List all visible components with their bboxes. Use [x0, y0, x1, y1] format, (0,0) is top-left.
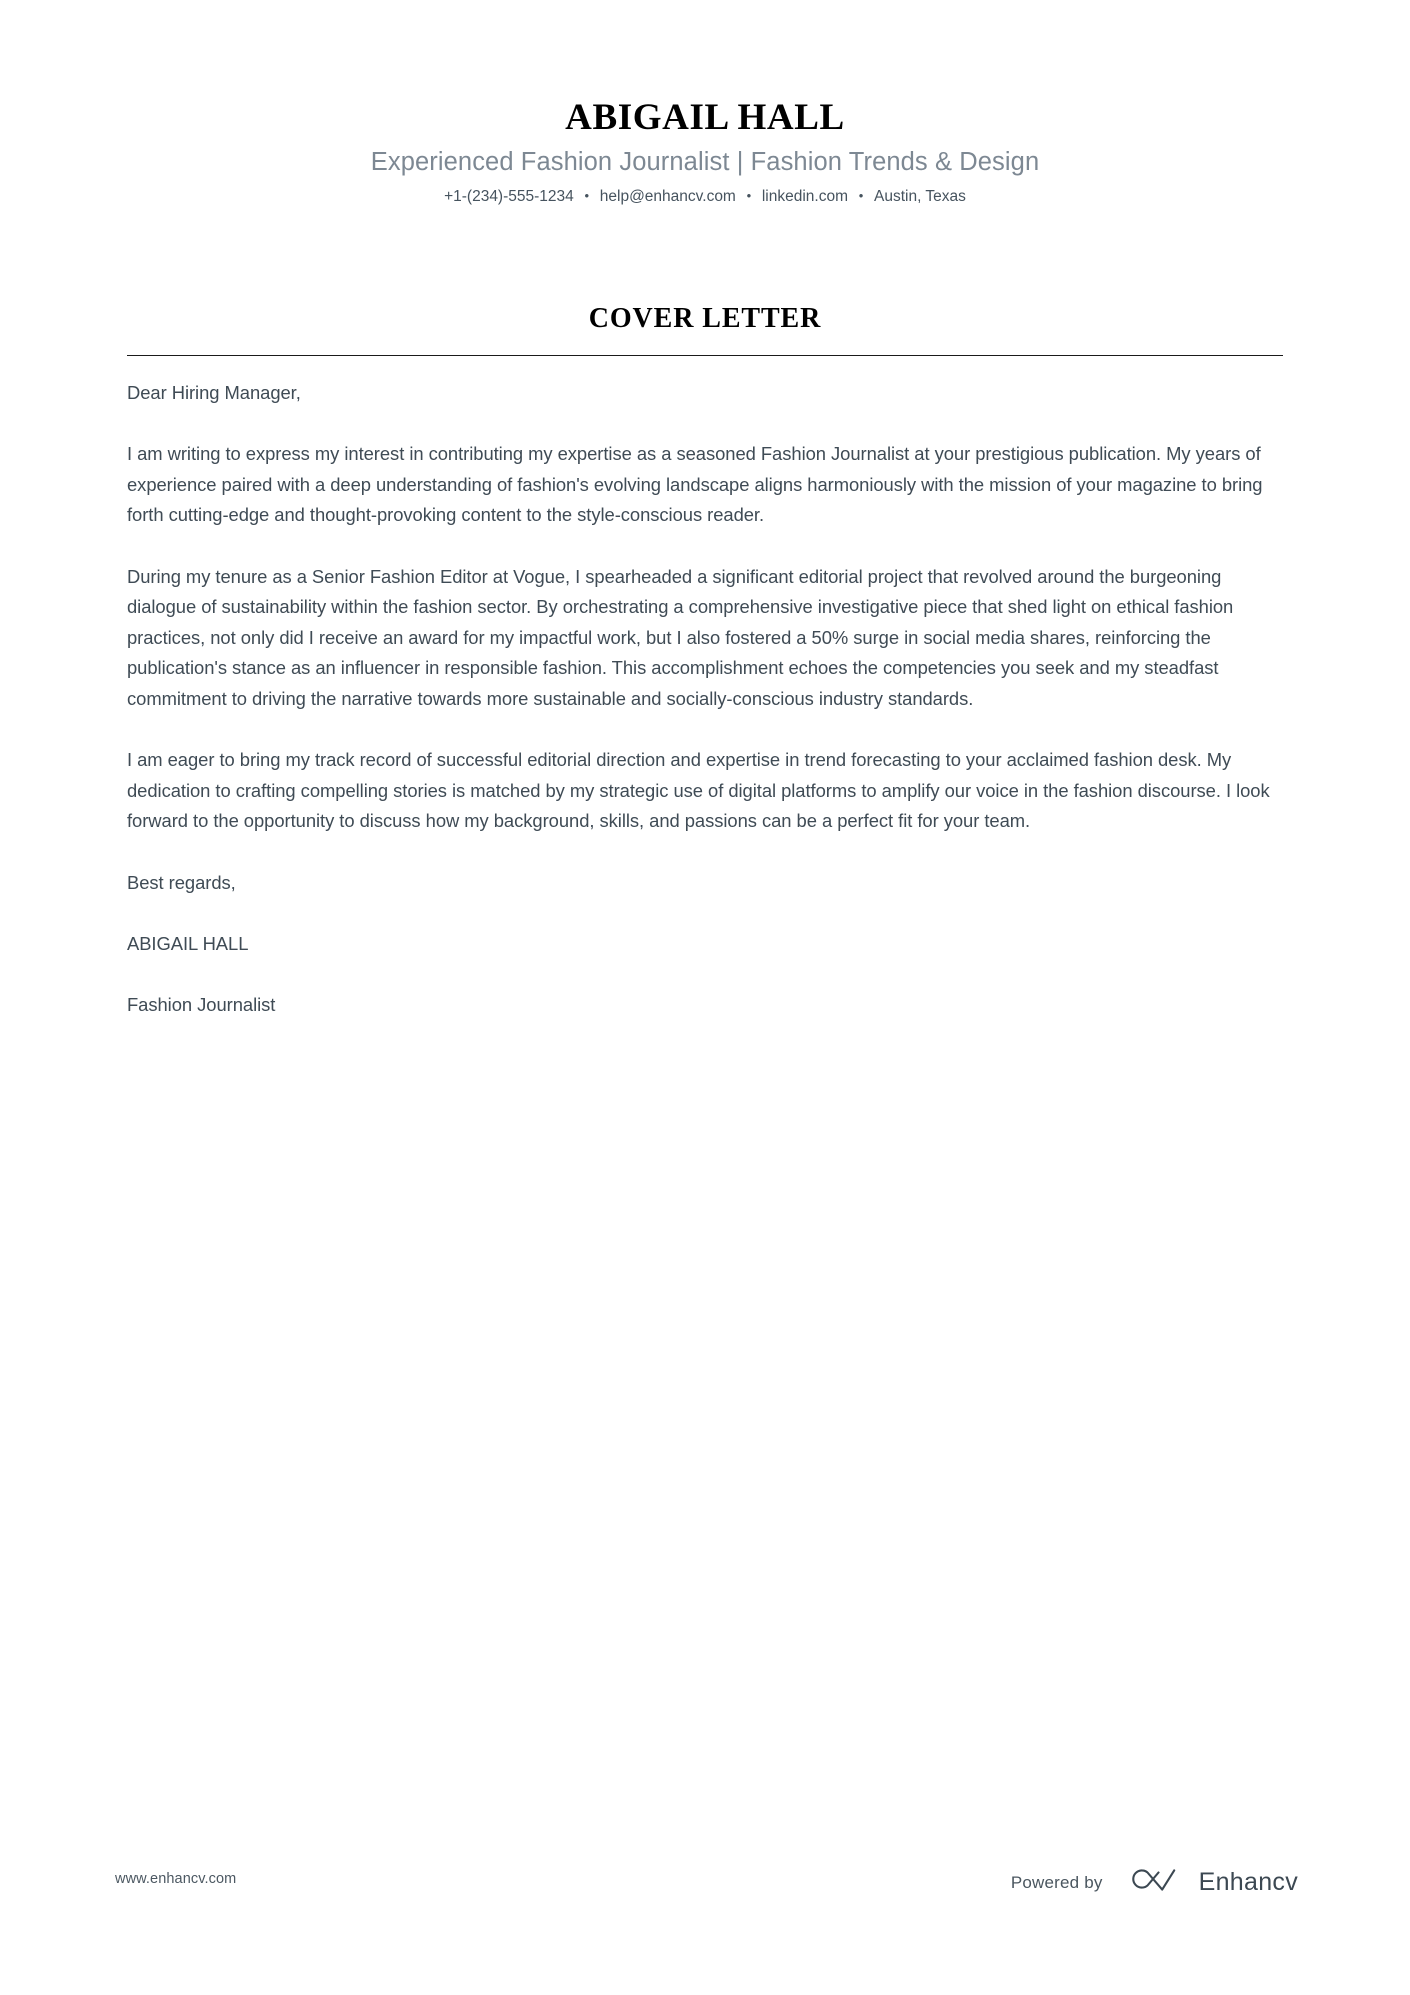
document-header [127, 96, 1283, 208]
contact-line [127, 186, 1283, 208]
section-divider [127, 355, 1283, 356]
footer-website-url[interactable]: www.enhancv.com [115, 1871, 237, 1887]
contact-linkedin[interactable]: linkedin.com [761, 188, 849, 206]
section-title-cover-letter: COVER LETTER [588, 303, 822, 334]
letter-paragraph-3: I am eager to bring my track record of successful editorial direction and expertise in trend forecasting to your acclaimed fashion desk. My dedication to crafting compelling stories is matched by my strategic use of digital platforms to amplify our voice in the fashion discourse. I look forward to the opportunity to discuss how my background, skills, and passions can be a perfect fit for your team. [127, 749, 1270, 832]
enhancv-brand-name: Enhancv [1198, 1868, 1298, 1896]
contact-separator-icon: • [858, 188, 864, 204]
page-footer [0, 1857, 1410, 1917]
letter-salutation: Dear Hiring Manager, [127, 382, 301, 403]
contact-phone: +1-(234)-555-1234 [444, 188, 574, 206]
contact-location: Austin, Texas [874, 188, 966, 206]
letter-paragraph-1: I am writing to express my interest in contributing my expertise as a seasoned Fashion Journalist at your prestigious publication. My years of experience paired with a deep understanding of fashion's evolving landscape aligns harmoniously with the mission of your magazine to bring forth cutting-edge and thought-provoking content to the style-conscious reader. [127, 443, 1263, 526]
letter-body [127, 378, 1284, 1051]
candidate-headline: Experienced Fashion Journalist | Fashion Trends & Design [370, 147, 1040, 176]
enhancv-logo-lockup[interactable] [1129, 1863, 1298, 1902]
letter-closing: Best regards, [127, 871, 236, 893]
letter-paragraph-2: During my tenure as a Senior Fashion Editor at Vogue, I spearheaded a significant editorial project that revolved around the burgeoning dialogue of sustainability within the fashion sector. By orchestrating a comprehensive investigative piece that shed light on ethical fashion practices, not only did I receive an award for my impactful work, but I also fostered a 50% surge in social media shares, reinforcing the publication's stance as an influencer in responsible fashion. This accomplishment echoes the competencies you seek and my steadfast commitment to driving the narrative towards more sustainable and socially-conscious industry standards. [127, 565, 1234, 709]
enhancv-infinity-logo-icon [1129, 1863, 1185, 1902]
candidate-name: ABIGAIL HALL [565, 97, 845, 138]
contact-email[interactable]: help@enhancv.com [599, 188, 736, 206]
letter-signature-name: ABIGAIL HALL [127, 932, 249, 954]
footer-brand-block [1011, 1863, 1298, 1902]
contact-separator-icon: • [584, 188, 590, 204]
letter-signature-title: Fashion Journalist [127, 993, 276, 1015]
section-heading-wrapper [127, 302, 1283, 336]
contact-separator-icon: • [746, 188, 752, 204]
powered-by-label: Powered by [1010, 1872, 1103, 1892]
